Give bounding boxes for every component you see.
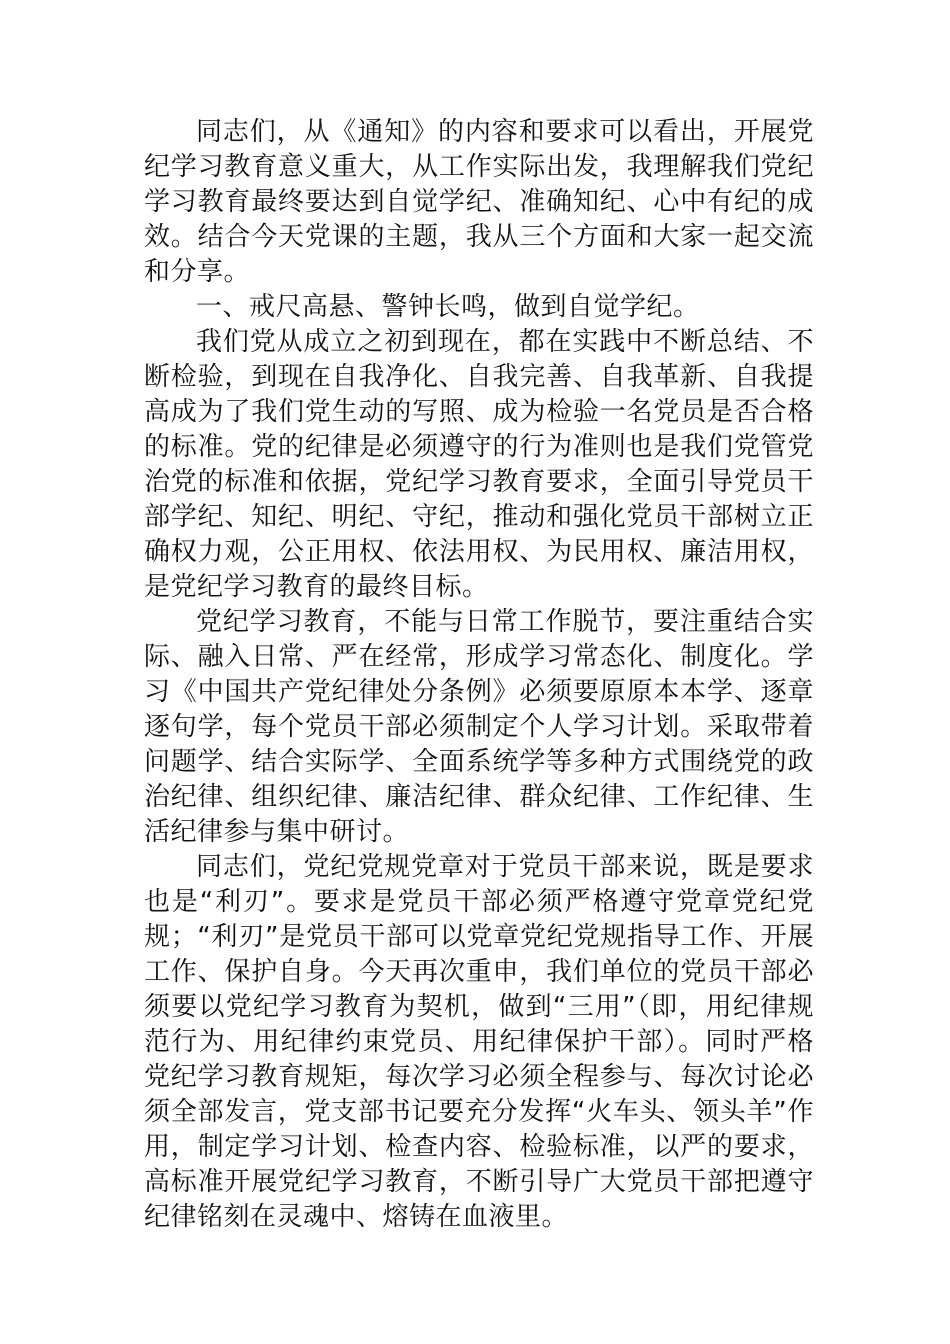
paragraph-daily-study: 党纪学习教育，不能与日常工作脱节，要注重结合实际、融入日常、严在经常，形成学习常态化、制度化。学习《中国共产党纪律处分条例》必须要原原本本学、逐章逐句学，每个党员干部必须制定个人学习计划。采取带着问题学、结合实际学、全面系统学等多种方式围绕党的政治纪律、组织纪律、廉洁纪律、群众纪律、工作纪律、生活纪律参与集中研讨。 <box>144 607 814 847</box>
paragraph-requirements: 同志们，党纪党规党章对于党员干部来说，既是要求也是“利刃”。要求是党员干部必须严格遵守党章党纪党规；“利刃”是党员干部可以党章党纪党规指导工作、开展工作、保护自身。今天再次重申，我们单位的党员干部必须要以党纪学习教育为契机，做到“三用”（即，用纪律规范行为、用纪律约束党员、用纪律保护干部）。同时严格党纪学习教育规矩，每次学习必须全程参与、每次讨论必须全部发言，党支部书记要充分发挥“火车头、领头羊”作用，制定学习计划、检查内容、检验标准，以严的要求，高标准开展党纪学习教育，不断引导广大党员干部把遵守纪律铭刻在灵魂中、熔铸在血液里。 <box>144 852 814 1232</box>
section-heading-one: 一、戒尺高悬、警钟长鸣，做到自觉学纪。 <box>196 292 700 322</box>
document-body <box>144 115 814 1235</box>
paragraph-opening: 同志们，从《通知》的内容和要求可以看出，开展党纪学习教育意义重大，从工作实际出发，我理解我们党纪学习教育最终要达到自觉学纪、准确知纪、心中有纪的成效。结合今天党课的主题，我从三个方面和大家一起交流和分享。 <box>144 117 814 287</box>
paragraph-party-discipline: 我们党从成立之初到现在，都在实践中不断总结、不断检验，到现在自我净化、自我完善、自我革新、自我提高成为了我们党生动的写照、成为检验一名党员是否合格的标准。党的纪律是必须遵守的行为准则也是我们党管党治党的标准和依据，党纪学习教育要求，全面引导党员干部学纪、知纪、明纪、守纪，推动和强化党员干部树立正确权力观，公正用权、依法用权、为民用权、廉洁用权，是党纪学习教育的最终目标。 <box>144 327 814 602</box>
